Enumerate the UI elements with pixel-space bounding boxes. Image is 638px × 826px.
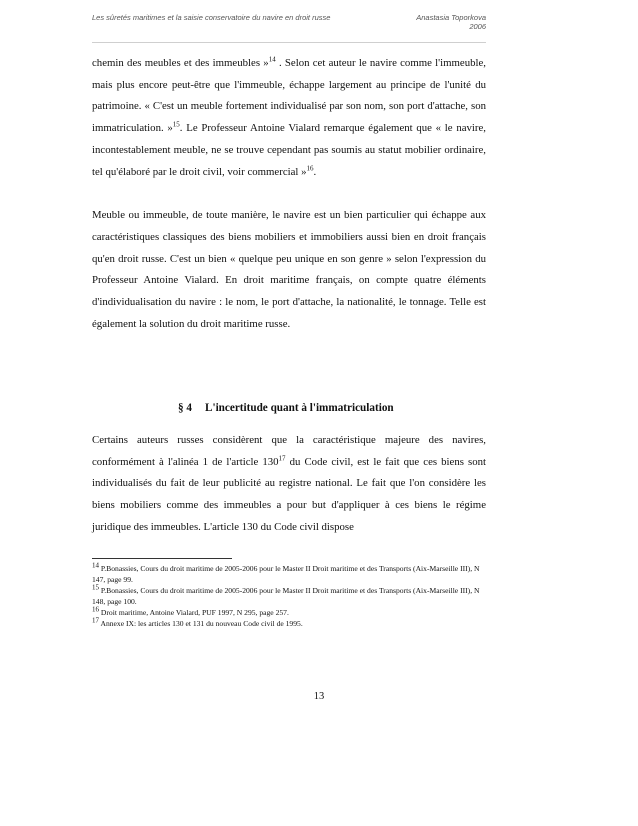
header-author-name: Anastasia Toporkova	[416, 13, 486, 22]
paragraph-2: Meuble ou immeuble, de toute manière, le navire est un bien particulier qui échappe aux caractéristiques classiques des biens mobiliers et immobiliers aussi bien en droit français qu'en droit russe. C'est un bien « quelque peu unique en son genre » selon l'expression du Professeur Antoine Vialard. En droit maritime français, on compte quatre éléments d'individualisation du navire : le nom, le port d'attache, la nationalité, le tonnage. Telle est également la solution du droit maritime russe.	[92, 209, 486, 330]
footnote-ref-14: 14	[268, 55, 276, 64]
footnote-ref-16: 16	[306, 163, 314, 172]
body-text-bottom	[92, 430, 486, 539]
header-year: 2006	[469, 22, 486, 31]
section-title: L'incertitude quant à l'immatriculation	[205, 402, 394, 414]
footnote-17: $^{17}$ Annexe IX: les articles 130 et 131 du nouveau Code civil de 1995.	[92, 616, 303, 628]
running-header-title: Les sûretés maritimes et la saisie conservatoire du navire en droit russe	[92, 13, 331, 22]
header-rule	[92, 42, 486, 43]
section-number: § 4	[178, 402, 192, 414]
paragraph-3: Certains auteurs russes considèrent que la caractéristique majeure des navires, conformément à l'alinéa 1 de l'article $130^{17}$ du Code civil, est le fait que ces biens sont individualisés du fait de leur publicité au registre national. Le fait que l'on considère les biens mobiliers comme des immeubles a pour but d'appliquer à ces biens le régime juridique des immeubles. L'article 130 du Code civil dispose	[92, 434, 486, 533]
footnote-ref-17: 17	[278, 454, 286, 463]
paragraph-1: chemin des meubles et des immeubles »$^{14}$ . Selon cet auteur le navire comme l'immeuble, mais plus encore peut-être que l'immeuble, échappe largement au principe de l'unité du patrimoine. « C'est un meuble fortement individualisé par son nom, son port d'attache, son immatriculation. »$^{15}$. Le Professeur Antoine Vialard remarque également que « le navire, incontestablement meuble, ne se trouve cependant pas soumis au statut mobilier ordinaire, tel qu'élaboré par le droit civil, voir commercial »$^{16}$.	[92, 55, 486, 178]
footnote-ref-15: 15	[172, 120, 180, 129]
page-number: 13	[313, 691, 325, 702]
footnote-16: $^{16}$ Droit maritime, Antoine Vialard, PUF 1997, N 295, page 257.	[92, 605, 289, 617]
footnotes	[92, 563, 486, 629]
body-text-top	[92, 53, 486, 335]
footnote-separator	[92, 558, 232, 559]
footnote-14: $^{14}$ P.Bonassies, Cours du droit maritime de 2005-2006 pour le Master II Droit maritime et des Transports (Aix-Marseille III), N 147, page 99.	[92, 561, 480, 584]
footnote-15: $^{15}$ P.Bonassies, Cours du droit maritime de 2005-2006 pour le Master II Droit maritime et des Transports (Aix-Marseille III), N 148, page 100.	[92, 583, 480, 606]
running-header-author	[416, 13, 486, 31]
